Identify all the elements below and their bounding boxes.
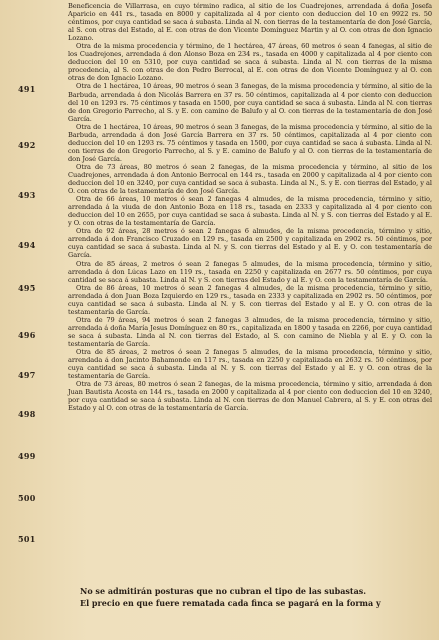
entry-paragraph-493: Otra de 1 hectárea, 10 áreas, 90 metros ó sean 3 fanegas, de la misma procedencia y término, al sitio de la Barbuda, arrendada á don José García Barrera en 37 rs. 50 céntimos, capitalizada al 4 por ciento con deduccion del 10 en 1293 rs. 75 céntimos y tasada en 1500, por cuya cantidad se saca á subasta. Linda al N. con tierras de don Gregorio Parrecho, al S. y E. camino de Balufo y al O. con tierras de la testamentaría de don José García. (68, 122, 432, 163)
entry-paragraph-500: Otra de 85 áreas, 2 metros ó sean 2 fanegas 5 almudes, de la misma procedencia, término y sitio, arrendada á don Jacinto Bahamonde en 117 rs., tasada en 2250 y capitalizada en 2632 rs. 50 céntimos, por cuya cantidad se saca á subasta. Linda al N. y S. con tierras del Estado y al E. y O. con otras de la testamentaría de García. (68, 348, 432, 381)
entry-paragraph-498: Otra de 86 áreas, 10 metros ó sean 2 fanegas 4 almudes, de la misma procedencia, término y sitio, arrendada á don Juan Boza Izquierdo en 129 rs., tasada en 2333 y capitalizada en 2902 rs. 50 céntimos, por cuya cantidad se saca á subasta. Linda al N. y S. con tierras del Estado y al E. y O. con otras de la testamentaría de García. (68, 283, 432, 316)
entry-paragraph-491: Otra de la misma procedencia y término, de 1 hectárea, 47 áreas, 60 metros ó sean 4 fanegas, al sitio de los Cuadrejones, arrendada á don Alonso Boza en 234 rs., tasada en 4000 y capitalizada al 4 por ciento con deduccion del 10 en 5310, por cuya cantidad se saca á subasta. Linda al N. con tierras de la misma procedencia, al S. con otras de don Pedro Berrocal, al E. con otras de don Vicente Domínguez y al O. con otras de don Ignacio Lozano. (68, 42, 432, 83)
entry-number-497: 497 (18, 370, 36, 380)
entry-number-493: 493 (18, 190, 36, 200)
entry-number-498: 498 (18, 409, 36, 419)
entry-number-494: 494 (18, 240, 36, 250)
entry-paragraph-496: Otra de 92 áreas, 28 metros ó sean 2 fanegas 6 almudes, de la misma procedencia, término y sitio, arrendada á don Francisco Cruzado en 129 rs., tasada en 2500 y capitalizada en 2902 rs. 50 céntimos, por cuya cantidad se saca á subasta. Linda al N. y S. con tierras del Estado y al E. y O. con testamentaría de García. (68, 227, 432, 260)
entry-number-496: 496 (18, 330, 36, 340)
entry-number-492: 492 (18, 140, 36, 150)
entry-paragraph-501: Otra de 73 áreas, 80 metros ó sean 2 fanegas, de la misma procedencia, término y sitio, arrendada á don Juan Bautista Acosta en 144 rs., tasada en 2000 y capitalizada al 4 por ciento con deduccion del 10 en 3240, por cuya cantidad se saca á subasta. Linda al N. con tierras de don Manuel Cabrera, al S. y E. con otras del Estado y al O. con otras de la testamentaría de García. (68, 380, 432, 413)
entry-paragraph-499: Otra de 79 áreas, 94 metros ó sean 2 fanegas 3 almudes, de la misma procedencia, término y sitio, arrendada á doña María Jesus Domínguez en 80 rs., capitalizada en 1800 y tasada en 2266, por cuya cantidad se saca á subasta. Linda al N. con tierras del Estado, al S. con camino de Niebla y al E. y O. con la testamentaría de García. (68, 315, 432, 348)
entry-paragraph-497: Otra de 85 áreas, 2 metros ó sean 2 fanegas 5 almudes, de la misma procedencia, término y sitio, arrendada á don Lúcas Lazo en 119 rs., tasada en 2250 y capitalizada en 2677 rs. 50 céntimos, por cuya cantidad se saca á subasta. Linda al N. y S. con tierras del Estado y al E. y O. con la testamentaría de García. (68, 259, 432, 284)
entry-paragraph-494: Otra de 73 áreas, 80 metros ó sean 2 fanegas, de la misma procedencia y término, al sitio de los Cuadrejones, arrendada á don Antonio Berrocal en 144 rs., tasada en 2000 y capitalizada al 4 por ciento con deduccion del 10 en 3240, por cuya cantidad se saca á subasta. Linda al N., S. y E. con tierras del Estado, y al O. con otras de la testamentaría de don José García. (68, 162, 432, 196)
footer-line-2: El precio en que fuere rematada cada finca se pagará en la forma y (80, 598, 381, 608)
intro-paragraph: Beneficencia de Villarrasa, en cuyo término radica, al sitio de los Cuadrejones, arrendada á doña Josefa Aparicio en 441 rs., tasada en 8000 y capitalizada al 4 por ciento con deduccion del 10 en 9922 rs. 50 céntimos, por cuya cantidad se saca á subasta. Linda al N. con tierras de la testamentaría de don José García, al S. con otras del Estado, al E. con otras de don Vicente Domínguez Martin y al O. con otras de don Ignacio Lozano. (68, 2, 432, 43)
footer-line-1: No se admitirán posturas que no cubran el tipo de las subastas. (80, 586, 367, 596)
entry-paragraph-492: Otra de 1 hectárea, 10 áreas, 90 metros ó sean 3 fanegas, de la misma procedencia y término, al sitio de la Barbuda, arrendada á don Nicolás Barrera en 37 rs. 50 céntimos, capitalizada al 4 por ciento con deduccion del 10 en 1293 rs. 75 céntimos y tasada en 1500, por cuya cantidad se saca á subasta. Linda al N. con tierras de don Gregorio Parrecho, al S. y E. con camino de Balufo y al O. con tierras de la testamentaría de don José García. (68, 82, 432, 123)
entry-number-501: 501 (18, 534, 36, 544)
body-text (68, 2, 432, 412)
entry-number-491: 491 (18, 84, 36, 94)
entry-number-495: 495 (18, 283, 36, 293)
entry-paragraph-495: Otra de 66 áreas, 10 metros ó sean 2 fanegas 4 almudes, de la misma procedencia, término y sitio, arrendada á la viuda de don Antonio Boza en 118 rs., tasada en 2333 y capitalizada al 4 por ciento con deduccion del 10 en 2655, por cuya cantidad se saca á subasta. Linda al N. y S. con tierras del Estado y al E. y O. con otras de la testamentaría de García. (68, 195, 432, 228)
entry-number-499: 499 (18, 451, 36, 461)
entry-number-500: 500 (18, 493, 36, 503)
